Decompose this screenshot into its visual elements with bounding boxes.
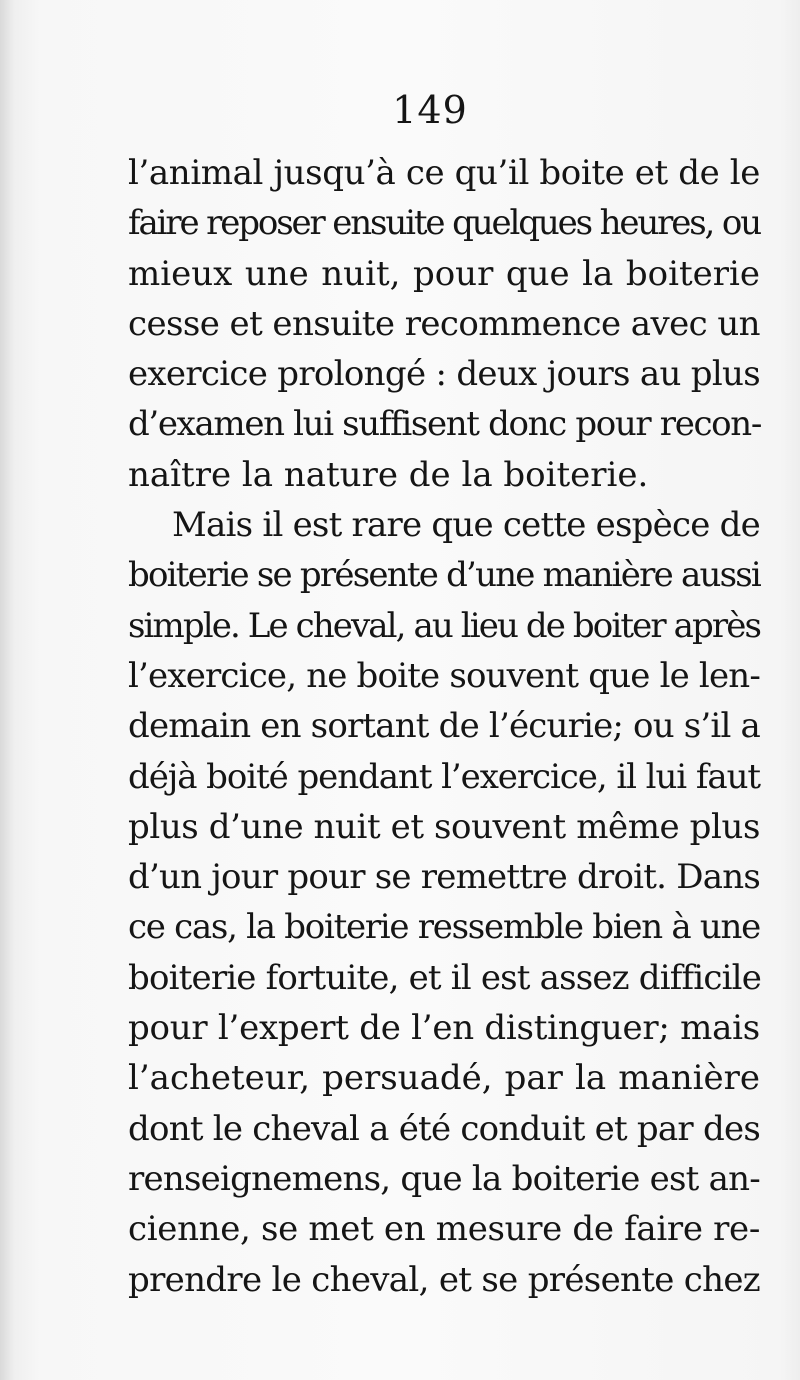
text-line: demain en sortant de l’écurie; ou s’il a — [128, 706, 760, 747]
body-text — [128, 148, 760, 1305]
text-line: dont le cheval a été conduit et par des — [128, 1108, 760, 1149]
text-line: boiterie se présente d’une manière aussi — [128, 555, 760, 596]
text-line: d’examen lui suffisent donc pour recon- — [128, 404, 762, 445]
text-line: l’animal jusqu’à ce qu’il boite et de le — [128, 153, 761, 193]
text-line: naître la nature de la boiterie. — [128, 454, 649, 495]
text-line: renseignemens, que la boiterie est an- — [128, 1158, 760, 1199]
text-line: déjà boité pendant l’exercice, il lui faut — [128, 756, 760, 797]
page-number: 149 — [392, 88, 468, 132]
text-line: l’acheteur, persuadé, par la manière — [128, 1058, 760, 1099]
text-line: faire reposer ensuite quelques heures, ou — [128, 203, 760, 244]
text-line: ce cas, la boiterie ressemble bien à une — [128, 907, 760, 948]
text-line: cesse et ensuite recommence avec un — [128, 303, 760, 344]
text-line: simple. Le cheval, au lieu de boiter après — [128, 605, 760, 646]
text-line: cienne, se met en mesure de faire re- — [128, 1209, 760, 1250]
text-line: boiterie fortuite, et il est assez difficile — [128, 957, 762, 998]
text-line: prendre le cheval, et se présente chez — [128, 1259, 761, 1300]
text-line: d’un jour pour se remettre droit. Dans — [128, 857, 760, 898]
text-line: pour l’expert de l’en distinguer; mais — [128, 1008, 760, 1049]
text-line: plus d’une nuit et souvent même plus — [128, 806, 760, 847]
paragraph-start-line: Mais il est rare que cette espèce de — [172, 505, 760, 546]
text-line: exercice prolongé : deux jours au plus — [128, 354, 760, 395]
text-line: mieux une nuit, pour que la boiterie — [128, 253, 760, 294]
text-line: l’exercice, ne boite souvent que le len- — [128, 655, 761, 696]
